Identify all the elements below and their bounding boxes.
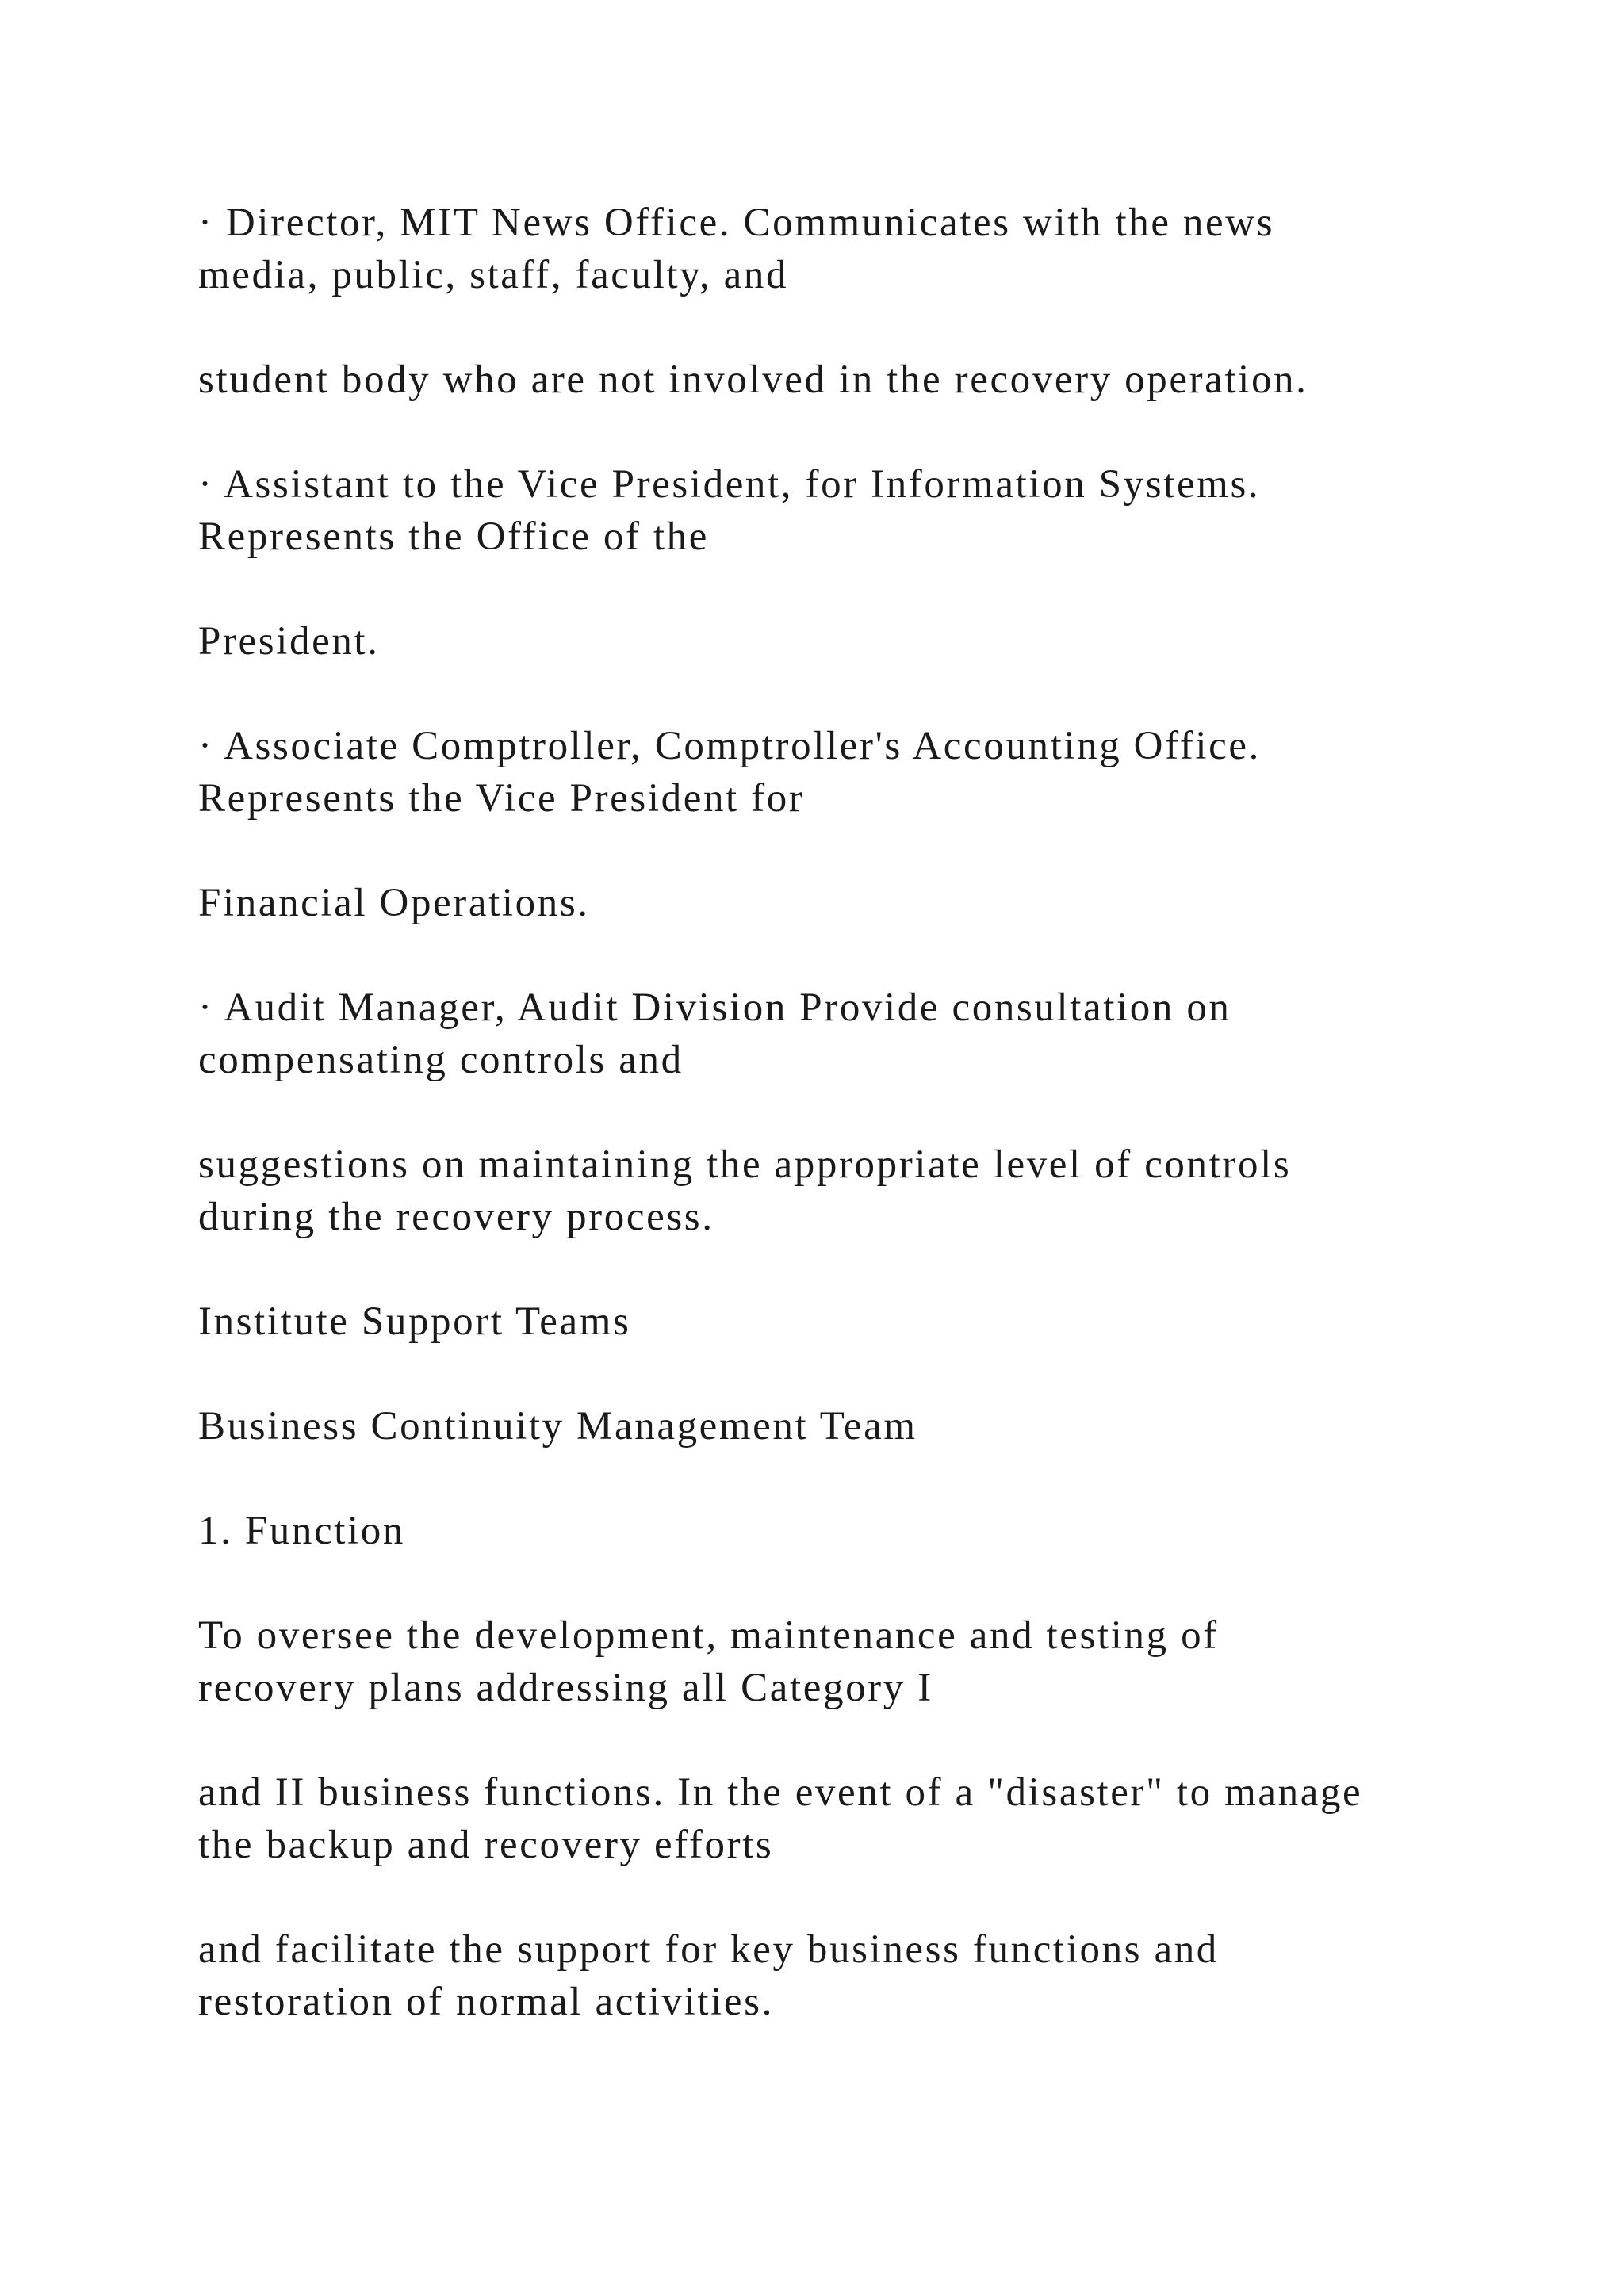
text-line: and facilitate the support for key business functions and [198, 1927, 1219, 1972]
heading-business-continuity-team [198, 1400, 1499, 1452]
text-line: the backup and recovery efforts [198, 1823, 774, 1867]
paragraph-director-news-office [198, 197, 1499, 301]
paragraph-audit-manager [198, 982, 1499, 1086]
text-line: Institute Support Teams [198, 1299, 631, 1344]
paragraph-suggestions [198, 1138, 1499, 1243]
paragraph-facilitate-support [198, 1923, 1499, 2028]
document-body [198, 197, 1499, 2080]
paragraph-oversee-development [198, 1609, 1499, 1714]
text-line: · Assistant to the Vice President, for Information Systems. [198, 462, 1261, 507]
text-line: 1. Function [198, 1509, 405, 1553]
paragraph-president [198, 615, 1499, 668]
text-line: · Director, MIT News Office. Communicates with the news [198, 201, 1275, 245]
text-line: President. [198, 619, 380, 664]
text-line: media, public, staff, faculty, and [198, 253, 789, 297]
paragraph-assistant-vp [198, 458, 1499, 563]
paragraph-associate-comptroller [198, 720, 1499, 825]
text-line: · Associate Comptroller, Comptroller's Accounting Office. [198, 724, 1261, 768]
text-line: recovery plans addressing all Category I [198, 1666, 933, 1710]
paragraph-student-body [198, 354, 1499, 406]
text-line: restoration of normal activities. [198, 1980, 774, 2024]
text-line: Represents the Vice President for [198, 776, 805, 821]
text-line: Financial Operations. [198, 881, 590, 925]
paragraph-disaster-management [198, 1766, 1499, 1871]
text-line: Business Continuity Management Team [198, 1404, 917, 1448]
heading-function [198, 1505, 1499, 1557]
text-line: Represents the Office of the [198, 515, 709, 559]
text-line: during the recovery process. [198, 1195, 714, 1239]
text-line: · Audit Manager, Audit Division Provide consultation on [198, 985, 1231, 1030]
text-line: student body who are not involved in the recovery operation. [198, 358, 1308, 402]
text-line: compensating controls and [198, 1038, 684, 1082]
text-line: To oversee the development, maintenance and testing of [198, 1613, 1219, 1658]
text-line: and II business functions. In the event of a "disaster" to manage [198, 1770, 1363, 1815]
text-line: suggestions on maintaining the appropriate level of controls [198, 1142, 1292, 1187]
heading-institute-support-teams [198, 1295, 1499, 1348]
paragraph-financial-operations [198, 877, 1499, 929]
